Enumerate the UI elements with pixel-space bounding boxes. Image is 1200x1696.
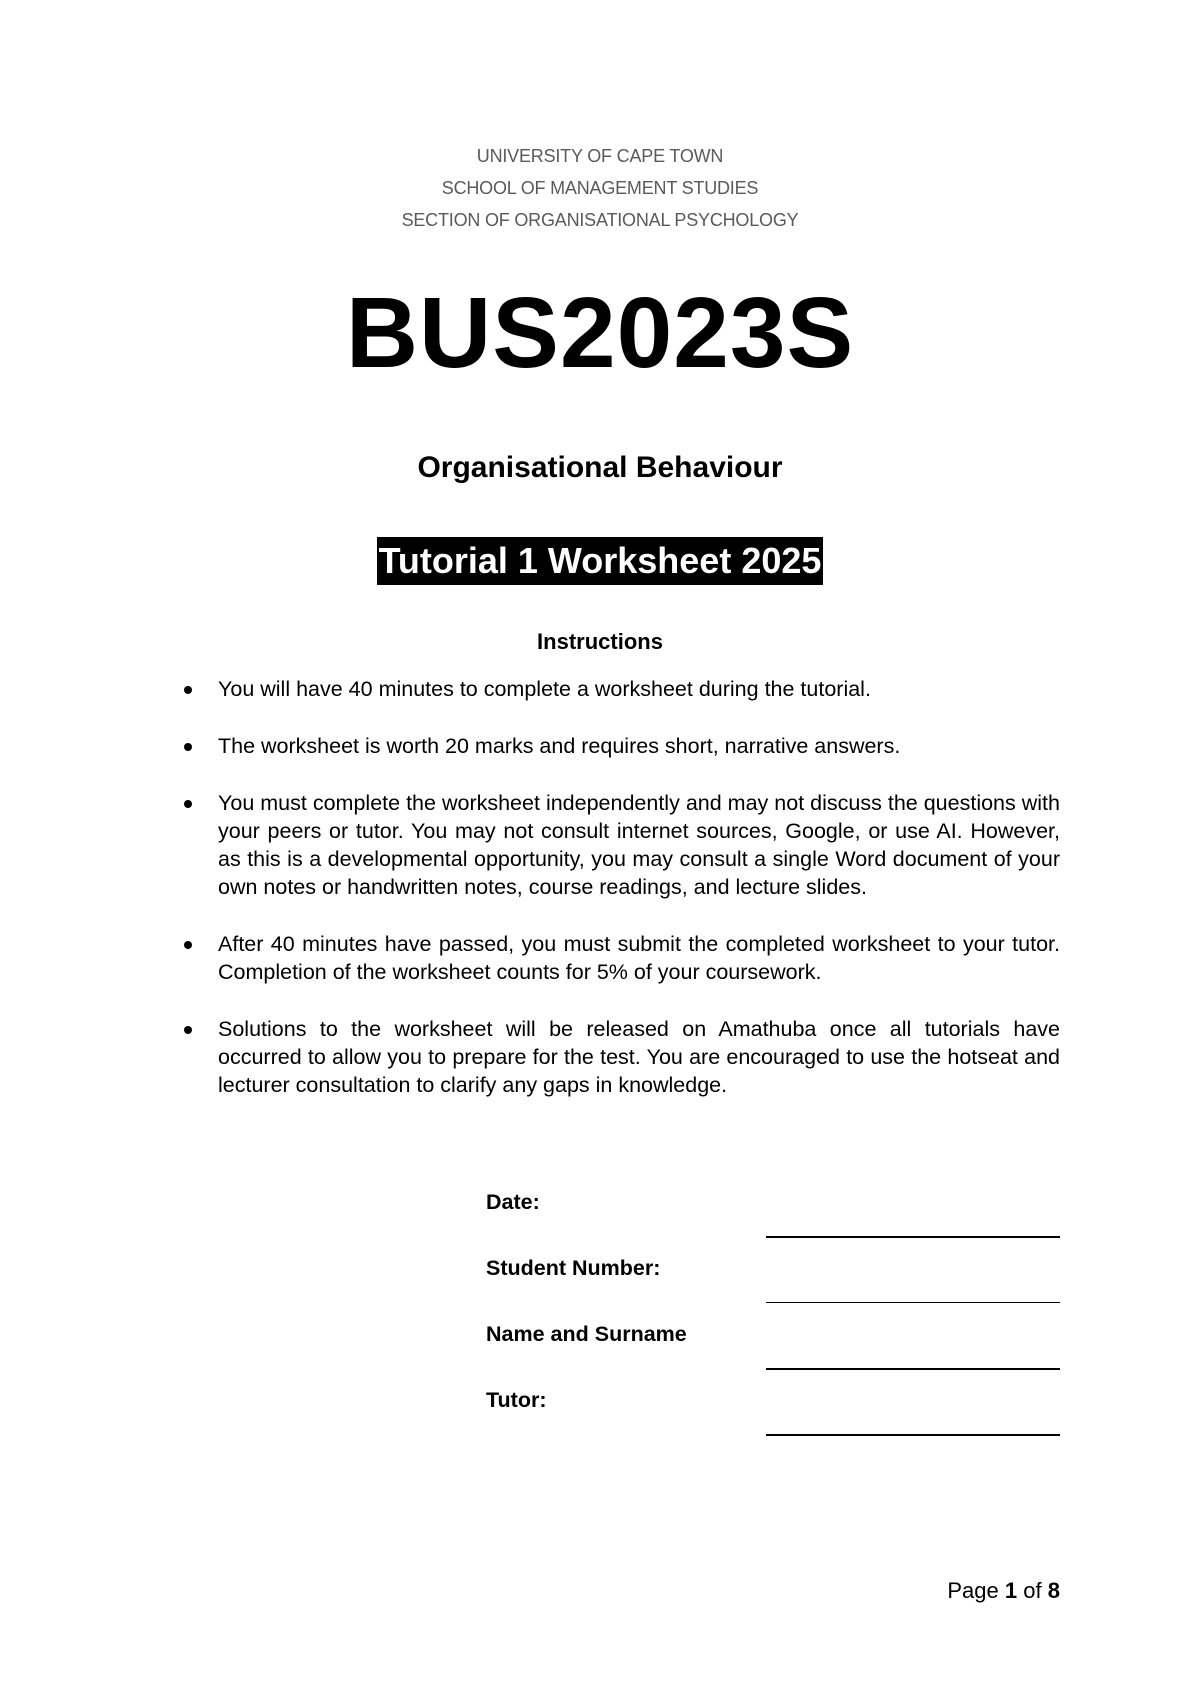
bullet-icon bbox=[184, 743, 192, 751]
instruction-text: Solutions to the worksheet will be released on Amathuba once all tutorials have occurred to allow you to prepare for the test. You are encouraged to use the hotseat and lecturer consultation to clarify any gaps in knowledge. bbox=[218, 1017, 1060, 1097]
instruction-text: The worksheet is worth 20 marks and requires short, narrative answers. bbox=[218, 734, 901, 758]
student-number-label: Student Number: bbox=[486, 1256, 661, 1280]
form-row-name-surname bbox=[486, 1320, 1060, 1386]
tutor-label: Tutor: bbox=[486, 1388, 547, 1412]
instruction-item bbox=[180, 675, 1060, 703]
instructions-list bbox=[180, 675, 1060, 1128]
university-name: UNIVERSITY OF CAPE TOWN bbox=[476, 146, 724, 166]
bullet-icon bbox=[184, 800, 192, 808]
bullet-icon bbox=[184, 941, 192, 949]
date-field-line[interactable] bbox=[766, 1236, 1060, 1238]
instruction-item bbox=[180, 930, 1060, 986]
page-number bbox=[947, 1576, 1060, 1606]
page-total: 8 bbox=[1047, 1578, 1060, 1603]
page-current: 1 bbox=[1004, 1578, 1018, 1603]
name-surname-field-line[interactable] bbox=[766, 1368, 1060, 1370]
instruction-item bbox=[180, 732, 1060, 760]
instruction-item bbox=[180, 789, 1060, 901]
instruction-text: You must complete the worksheet independently and may not discuss the questions with your peers or tutor. You may not consult internet sources, Google, or use AI. However, as this is a developmental opportunity, you may consult a single Word document of your own notes or handwritten notes, course readings, and lecture slides. bbox=[218, 791, 1060, 899]
bullet-icon bbox=[184, 686, 192, 694]
course-name: Organisational Behaviour bbox=[417, 451, 783, 484]
course-code: BUS2023S bbox=[345, 277, 855, 389]
worksheet-title: Tutorial 1 Worksheet 2025 bbox=[377, 537, 824, 585]
name-surname-label: Name and Surname bbox=[486, 1322, 687, 1346]
form-row-date bbox=[486, 1188, 1060, 1254]
date-label: Date: bbox=[486, 1190, 540, 1214]
instruction-text: You will have 40 minutes to complete a worksheet during the tutorial. bbox=[218, 677, 871, 701]
instruction-text: After 40 minutes have passed, you must submit the completed worksheet to your tutor. Completion of the worksheet counts for 5% of your coursework. bbox=[218, 932, 1060, 984]
student-details-form bbox=[486, 1188, 1060, 1452]
page-prefix: Page bbox=[947, 1578, 999, 1603]
school-name: SCHOOL OF MANAGEMENT STUDIES bbox=[441, 178, 759, 198]
instructions-heading: Instructions bbox=[537, 629, 663, 654]
worksheet-title-container bbox=[0, 537, 1200, 585]
bullet-icon bbox=[184, 1026, 192, 1034]
instruction-item bbox=[180, 1015, 1060, 1099]
institution-header bbox=[0, 140, 1200, 236]
tutor-field-line[interactable] bbox=[766, 1434, 1060, 1436]
form-row-student-number bbox=[486, 1254, 1060, 1320]
page-of: of bbox=[1023, 1578, 1042, 1603]
section-name: SECTION OF ORGANISATIONAL PSYCHOLOGY bbox=[401, 210, 799, 230]
form-row-tutor bbox=[486, 1386, 1060, 1452]
student-number-field-line[interactable] bbox=[766, 1302, 1060, 1303]
